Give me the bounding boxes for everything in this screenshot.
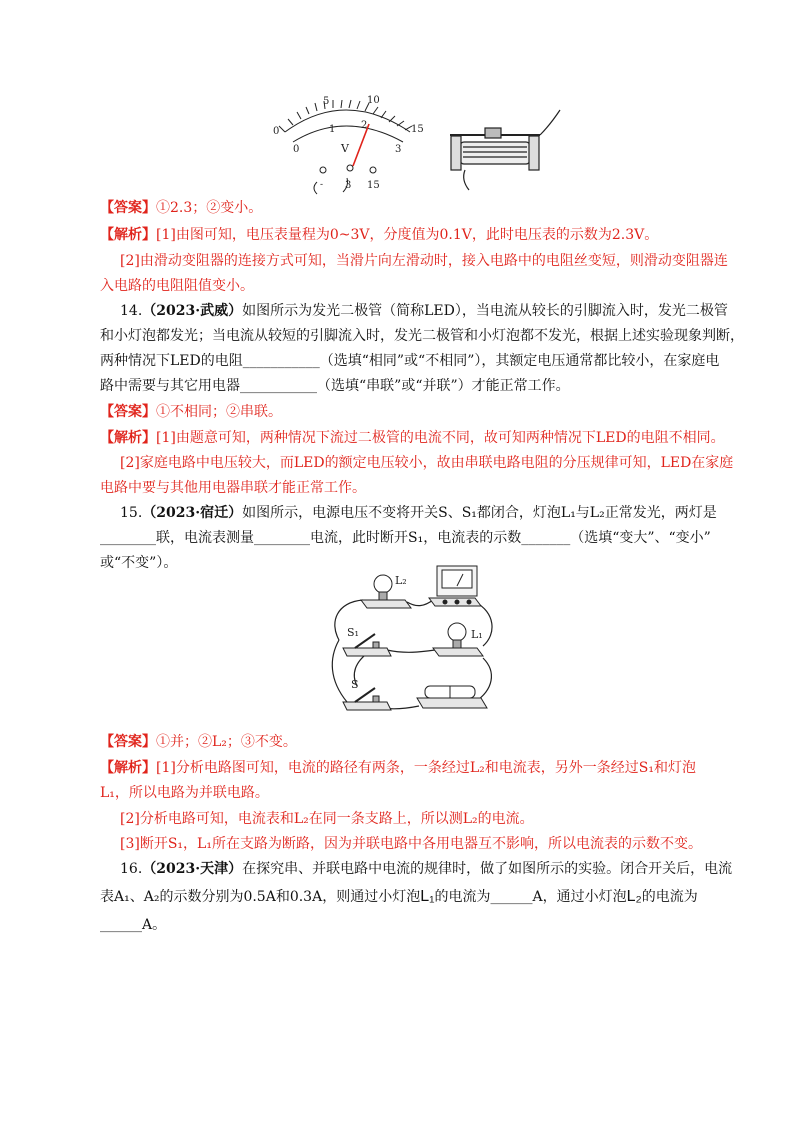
meter-mid-label-1: 1: [329, 124, 336, 135]
q16-line-3: ______A。: [100, 917, 167, 933]
q15-analysis-2: [2]分析电路可知，电流表和L₂在同一条支路上，所以测L₂的电流。: [120, 811, 534, 827]
analysis-tag: 【解析】: [100, 227, 156, 243]
label-l1: L₁: [471, 628, 483, 641]
meter-left-zero: 0: [273, 126, 280, 137]
question-number: 15.: [120, 505, 143, 521]
label-s1: S₁: [347, 626, 359, 639]
q14-line-1: [120, 300, 730, 322]
q16-line-1: [120, 858, 733, 880]
meter-unit-label: V: [341, 142, 349, 155]
ammeter: [429, 566, 481, 606]
q14-line-3: 两种情况下LED的电阻___________（选填“相同”或“不相同”），其额定电压通常都比较小，在家庭电: [100, 353, 720, 369]
q15-analysis-3: [3]断开S₁，L₁所在支路为断路，因为并联电路中各用电器互不影响，所以电流表的示数不变。: [120, 836, 702, 852]
analysis-text: [1]由题意可知，两种情况下流过二极管的电流不同，故可知两种情况下LED的电阻不相同。: [156, 430, 725, 446]
q13-analysis-1: [100, 224, 710, 246]
question-text: 如图所示，电源电压不变将开关S、S₁都闭合，灯泡L₁与L₂正常发光，两灯是: [242, 505, 717, 521]
symbol-l1: L₁: [420, 888, 435, 905]
meter-top-label-5: 5: [323, 96, 330, 107]
rheostat-drawing: [450, 110, 560, 190]
answer-tag: 【答案】: [100, 404, 156, 420]
q15-answer: [100, 731, 710, 753]
battery: [417, 686, 487, 708]
answer-tag: 【答案】: [100, 734, 156, 750]
question-number: 16.: [120, 861, 143, 877]
question-text: 如图所示为发光二极管（简称LED），当电流从较长的引脚流入时，发光二极管: [242, 303, 728, 319]
question-source: （2023·武威）: [142, 303, 243, 319]
question-source: （2023·宿迁）: [142, 505, 243, 521]
analysis-tag: 【解析】: [100, 430, 156, 446]
q13-analysis-2a: [2]由滑动变阻器的连接方式可知，当滑片向左滑动时，接入电路中的电阻丝变短，则滑动变阻器连: [120, 253, 728, 269]
q14-analysis-2b: 电路中要与其他用电器串联才能正常工作。: [100, 480, 366, 496]
q13-answer: [100, 197, 710, 219]
analysis-tag: 【解析】: [100, 760, 156, 776]
q15-analysis-1b: L₁，所以电路为并联电路。: [100, 785, 269, 801]
meter-mid-label-2: 2: [361, 120, 368, 131]
question-text: 在探究串、并联电路中电流的规律时，做了如图所示的实验。闭合开关后，电流: [242, 861, 733, 877]
question-number: 14.: [120, 303, 143, 319]
question-text-part: 表A₁、A₂的示数分别为0.5A和0.3A，则通过小灯泡: [100, 889, 421, 905]
switch-s: [343, 688, 391, 710]
answer-tag: 【答案】: [100, 200, 156, 216]
q13-analysis-2b: 入电路的电阻阻值变小。: [100, 278, 254, 294]
q14-analysis-2a: [2]家庭电路中电压较大，而LED的额定电压较小，故由串联电路电阻的分压规律可知，LED在家庭: [120, 455, 734, 471]
terminal-label-15: 15: [367, 180, 380, 191]
meter-top-label-15: 15: [411, 124, 424, 135]
label-s: S: [351, 678, 359, 691]
answer-text: ①并；②L₂；③不变。: [156, 734, 297, 750]
answer-text: ①2.3；②变小。: [156, 200, 263, 216]
analysis-text: [1]分析电路图可知，电流的路径有两条，一条经过L₂和电流表，另外一条经过S₁和灯泡: [156, 760, 696, 776]
q15-line-2: ________联，电流表测量________电流，此时断开S₁，电流表的示数_______（选填“变大”、“变小”: [100, 530, 711, 546]
circuit-figure: [325, 562, 500, 722]
voltmeter-rheostat-figure: [265, 90, 565, 195]
q15-line-3: 或“不变”）。: [100, 555, 178, 571]
symbol-l2: L₂: [626, 888, 642, 905]
question-source: （2023·天津）: [142, 861, 243, 877]
q14-line-2: 和小灯泡都发光；当电流从较短的引脚流入时，发光二极管和小灯泡都不发光，根据上述实验现象判断，: [100, 328, 744, 344]
q15-analysis-1a: [100, 757, 710, 779]
meter-low-label-3: 3: [395, 144, 402, 155]
question-text-part: 的电流为______A，通过小灯泡: [434, 889, 627, 905]
label-l2: L₂: [395, 574, 407, 587]
answer-text: ①不相同；②串联。: [156, 404, 282, 420]
question-text-part: 的电流为: [641, 889, 698, 905]
q14-answer: [100, 401, 710, 423]
terminal-label-minus: -: [320, 180, 324, 190]
terminal-label-3: 3: [345, 180, 352, 191]
q15-line-1: [120, 502, 730, 524]
meter-low-label-0: 0: [293, 144, 300, 155]
q16-line-2: [100, 886, 710, 908]
meter-top-label-10: 10: [367, 95, 380, 106]
q14-line-4: 路中需要与其它用电器___________（选填“串联”或“并联”）才能正常工作。: [100, 378, 570, 394]
analysis-text: [1]由图可知，电压表量程为0~3V，分度值为0.1V，此时电压表的示数为2.3V。: [156, 227, 659, 243]
q14-analysis-1: [100, 427, 725, 449]
